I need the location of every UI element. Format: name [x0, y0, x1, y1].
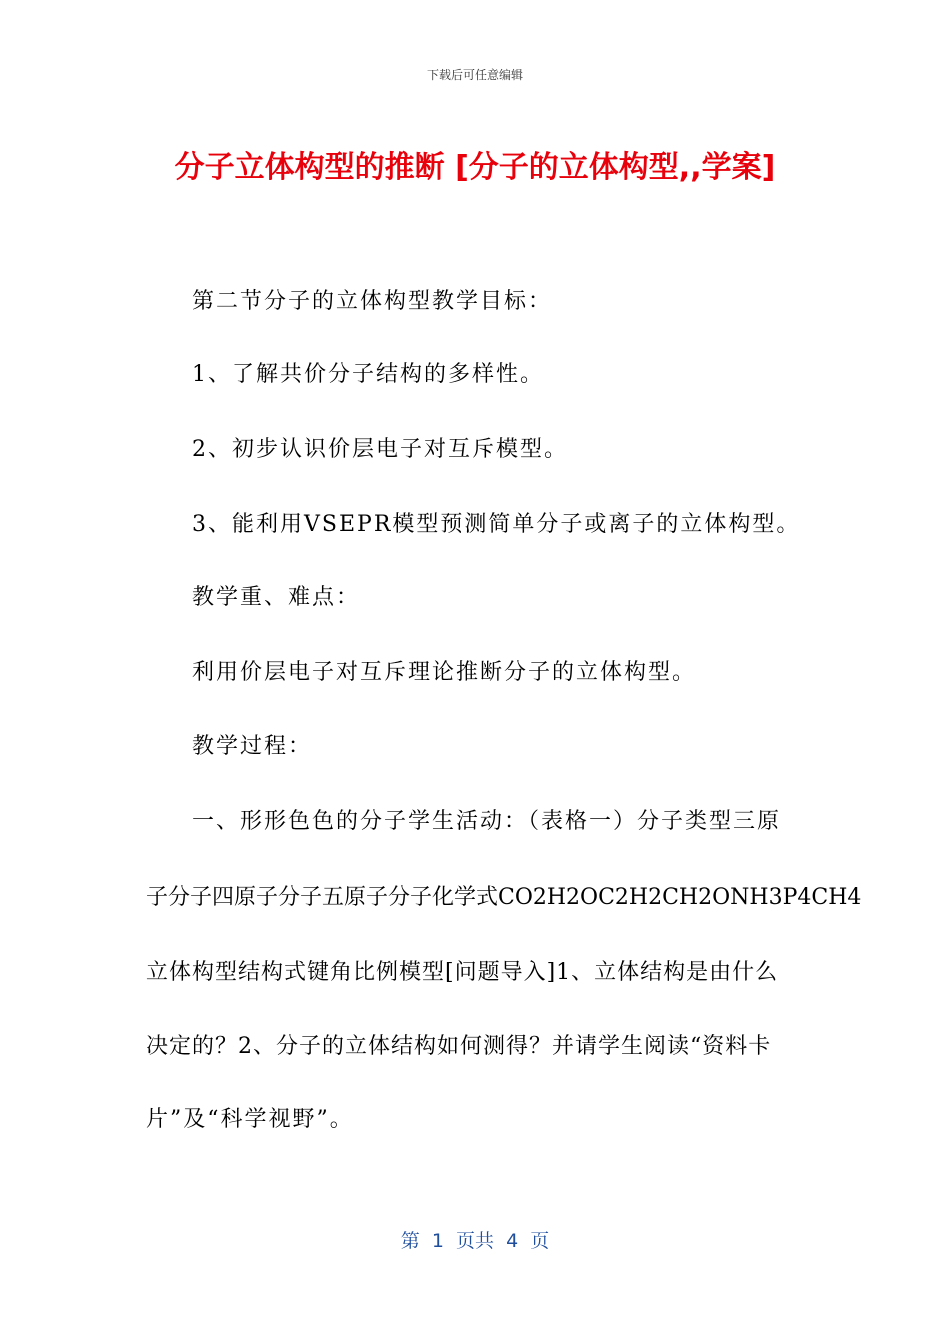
header-note: 下载后可任意编辑 [426, 68, 523, 82]
page-footer: 第 1 页共 4 页 [400, 1230, 550, 1252]
paragraph: 3、能利用VSEPR模型预测简单分子或离子的立体构型。 [192, 512, 801, 537]
paragraph: 2、初步认识价层电子对互斥模型。 [192, 437, 568, 462]
paragraph: 教学重、难点： [192, 585, 361, 610]
paragraph-line: 立体构型结构式键角比例模型[问题导入]1、立体结构是由什么 [146, 960, 779, 985]
paragraph-line: 子分子四原子分子五原子分子化学式CO2H2OC2H2CH2ONH3P4CH4 [146, 885, 862, 910]
paragraph-line: 决定的？2、分子的立体结构如何测得？并请学生阅读“资料卡 [146, 1034, 772, 1059]
paragraph-line: 一、形形色色的分子学生活动：（表格一）分子类型三原 [192, 809, 782, 834]
paragraph: 利用价层电子对互斥理论推断分子的立体构型。 [192, 660, 697, 685]
paragraph: 第二节分子的立体构型教学目标： [192, 289, 553, 314]
paragraph: 教学过程： [192, 734, 313, 759]
paragraph-line: 片”及“科学视野”。 [146, 1107, 354, 1132]
document-title: 分子立体构型的推断 [分子的立体构型,,学案] [174, 150, 776, 185]
paragraph: 1、了解共价分子结构的多样性。 [192, 362, 544, 387]
